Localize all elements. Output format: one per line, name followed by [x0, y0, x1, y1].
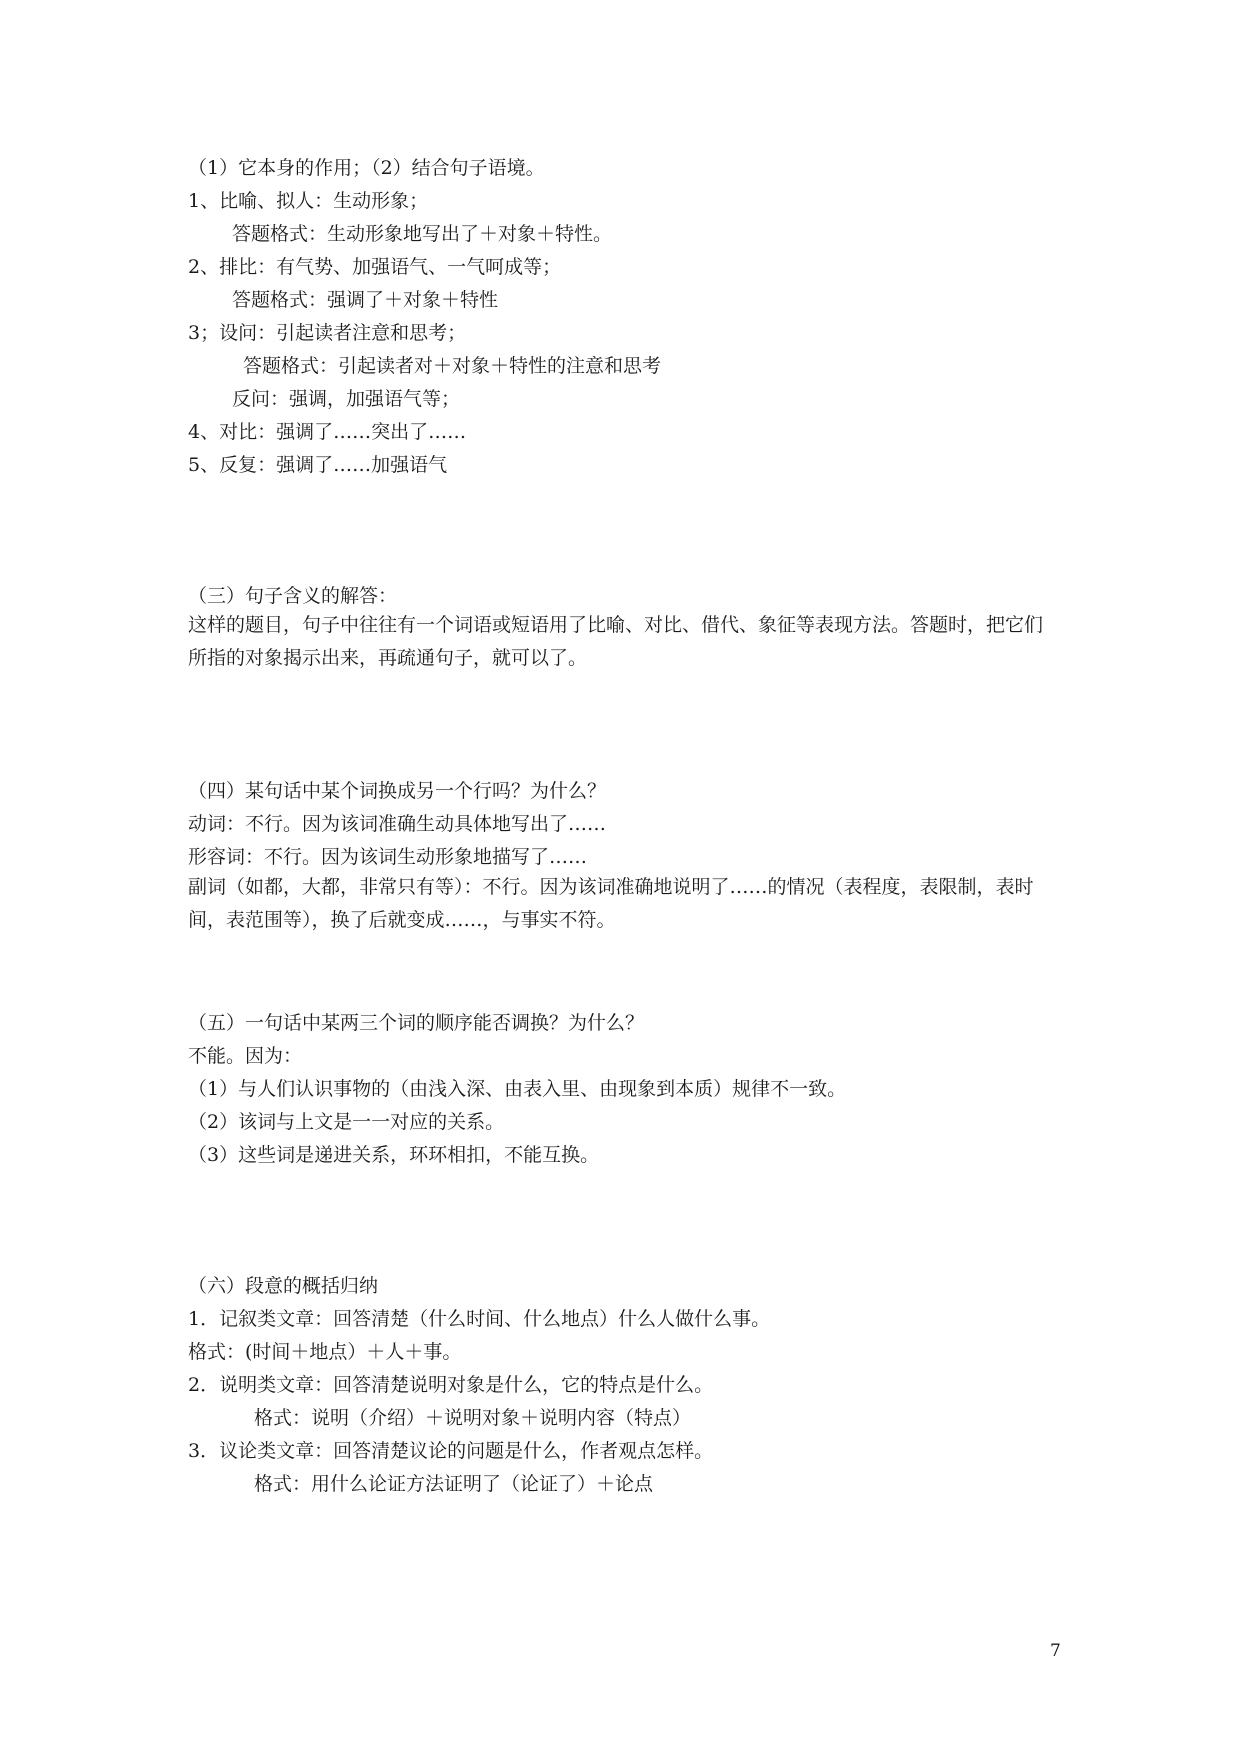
- section5-title: （五）一句话中某两三个词的顺序能否调换？为什么？: [188, 1012, 645, 1034]
- rhetoric-item-question: 3；设问：引起读者注意和思考；: [188, 322, 467, 344]
- section6-expository: 2．说明类文章：回答清楚说明对象是什么，它的特点是什么。: [188, 1374, 714, 1396]
- section4-adverb: 副词（如都，大都，非常只有等）：不行。因为该词准确地说明了……的情况（表程度，表限制，表时间，表范围等），换了后就变成……，与事实不符。: [188, 876, 1034, 931]
- section6-expository-format: 格式：说明（介绍）＋说明对象＋说明内容（特点）: [254, 1407, 692, 1429]
- section6-narrative: 1．记叙类文章：回答清楚（什么时间、什么地点）什么人做什么事。: [188, 1308, 771, 1330]
- rhetoric-item-rhetorical-question: 反问：强调，加强语气等；: [232, 388, 461, 410]
- rhetoric-item-question-format: 答题格式：引起读者对＋对象＋特性的注意和思考: [243, 355, 662, 377]
- section5-answer: 不能。因为：: [188, 1045, 303, 1067]
- section6-narrative-format: 格式：(时间＋地点）＋人＋事。: [188, 1341, 462, 1363]
- rhetoric-item-contrast: 4、对比：强调了……突出了……: [188, 421, 467, 443]
- section4-adjective: 形容词：不行。因为该词生动形象地描写了……: [188, 846, 588, 868]
- page-number: 7: [1050, 1641, 1061, 1661]
- section5-reason-3: （3）这些词是递进关系，环环相扣，不能互换。: [188, 1144, 600, 1166]
- section3-title: （三）句子含义的解答：: [188, 585, 398, 607]
- section4-verb: 动词：不行。因为该词准确生动具体地写出了……: [188, 813, 607, 835]
- rhetoric-item-metaphor-format: 答题格式：生动形象地写出了＋对象＋特性。: [232, 223, 613, 245]
- rhetoric-item-metaphor: 1、比喻、拟人：生动形象；: [188, 190, 429, 212]
- section4-title: （四）某句话中某个词换成另一个行吗？为什么？: [188, 780, 607, 802]
- rhetoric-intro: （1）它本身的作用；（2）结合句子语境。: [188, 157, 545, 179]
- rhetoric-item-parallelism-format: 答题格式：强调了＋对象＋特性: [232, 289, 499, 311]
- section6-argumentative: 3．议论类文章：回答清楚议论的问题是什么，作者观点怎样。: [188, 1440, 714, 1462]
- rhetoric-item-repetition: 5、反复：强调了……加强语气: [188, 454, 448, 476]
- section3-body: 这样的题目，句子中往往有一个词语或短语用了比喻、对比、借代、象征等表现方法。答题时，把它们所指的对象揭示出来，再疏通句子，就可以了。: [188, 614, 1044, 669]
- rhetoric-item-parallelism: 2、排比：有气势、加强语气、一气呵成等；: [188, 256, 562, 278]
- section5-reason-1: （1）与人们认识事物的（由浅入深、由表入里、由现象到本质）规律不一致。: [188, 1078, 847, 1100]
- section6-argumentative-format: 格式：用什么论证方法证明了（论证了）＋论点: [254, 1473, 654, 1495]
- section6-title: （六）段意的概括归纳: [188, 1275, 379, 1297]
- section5-reason-2: （2）该词与上文是一一对应的关系。: [188, 1111, 505, 1133]
